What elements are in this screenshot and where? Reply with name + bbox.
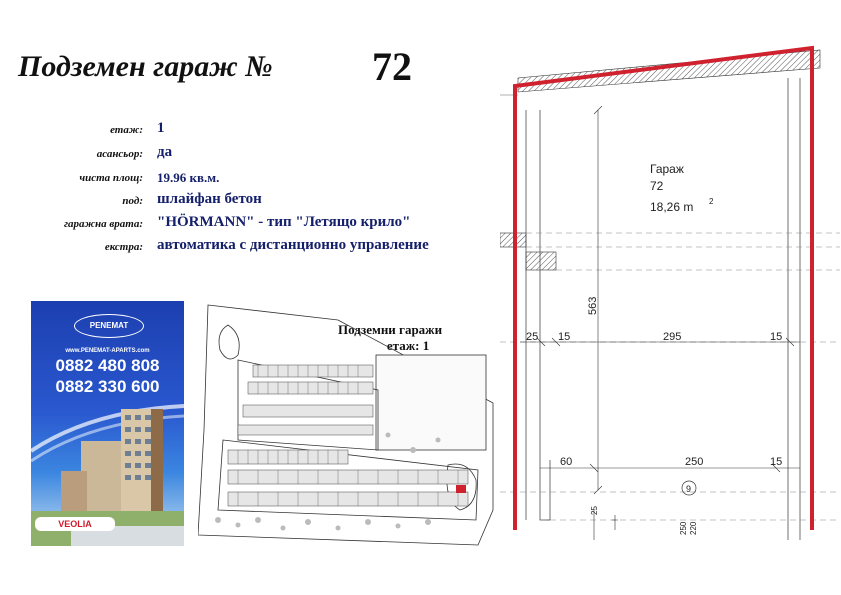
- door-marker-label: 9: [686, 484, 692, 494]
- partner-logo: VEOLIA: [35, 517, 115, 531]
- spec-row-extra: [0, 237, 500, 257]
- dim-15c: 15: [770, 456, 783, 468]
- room-number: 72: [650, 179, 664, 193]
- spec-value: да: [157, 144, 173, 160]
- dim-25a: 25: [526, 331, 539, 343]
- spec-row-door: [0, 214, 500, 234]
- spec-label: гаражна врата:: [63, 218, 143, 230]
- spec-value: автоматика с дистанционно управление: [157, 237, 429, 253]
- garage-number: 72: [372, 44, 412, 89]
- brand-logo: PENEMAT: [74, 314, 144, 338]
- dim-15a: 15: [558, 331, 571, 343]
- garage-location-marker: [456, 485, 466, 493]
- room-name: Гараж: [650, 162, 684, 176]
- dim-250: 250: [685, 456, 704, 468]
- spec-row-floor-type: [0, 191, 500, 211]
- dim-25b: 25: [590, 506, 599, 515]
- spec-label: етаж:: [110, 124, 143, 136]
- garage-floor-plan: [500, 40, 841, 550]
- spec-row-floor: [0, 120, 500, 140]
- site-plan-drawing: [198, 300, 498, 550]
- advertisement-banner: [31, 301, 184, 546]
- spec-label: екстра:: [104, 241, 143, 253]
- spec-value: шлайфан бетон: [157, 191, 262, 207]
- spec-label: асансьор:: [96, 148, 143, 160]
- spec-label: под:: [122, 195, 143, 207]
- building-illustration: [31, 301, 184, 546]
- dim-295: 295: [663, 331, 682, 343]
- room-area: 18,26 m: [650, 200, 694, 214]
- dim-250b: 250: [679, 521, 688, 535]
- site-plan-title-line1: Подземни гаражи: [338, 322, 443, 337]
- ad-phone-2: 0882 330 600: [55, 377, 160, 396]
- room-area-superscript: 2: [709, 197, 714, 206]
- spec-value: "HÖRMANN" - тип "Летящо крило": [157, 214, 411, 230]
- spec-value: 1: [157, 120, 165, 136]
- spec-label: чиста площ:: [79, 172, 143, 184]
- dim-height: 563: [587, 296, 599, 315]
- dim-220: 220: [689, 521, 698, 535]
- site-plan-title-line2: етаж: 1: [386, 338, 430, 353]
- spec-row-area: [0, 168, 500, 188]
- spec-row-elevator: [0, 144, 500, 164]
- ad-url: www.PENEMAT-APARTS.com: [65, 348, 150, 354]
- dim-60: 60: [560, 456, 573, 468]
- spec-value: 19.96 кв.м.: [157, 170, 220, 185]
- page-title: Подземен гараж №: [18, 50, 273, 83]
- ad-phone-1: 0882 480 808: [55, 356, 160, 375]
- dim-15b: 15: [770, 331, 783, 343]
